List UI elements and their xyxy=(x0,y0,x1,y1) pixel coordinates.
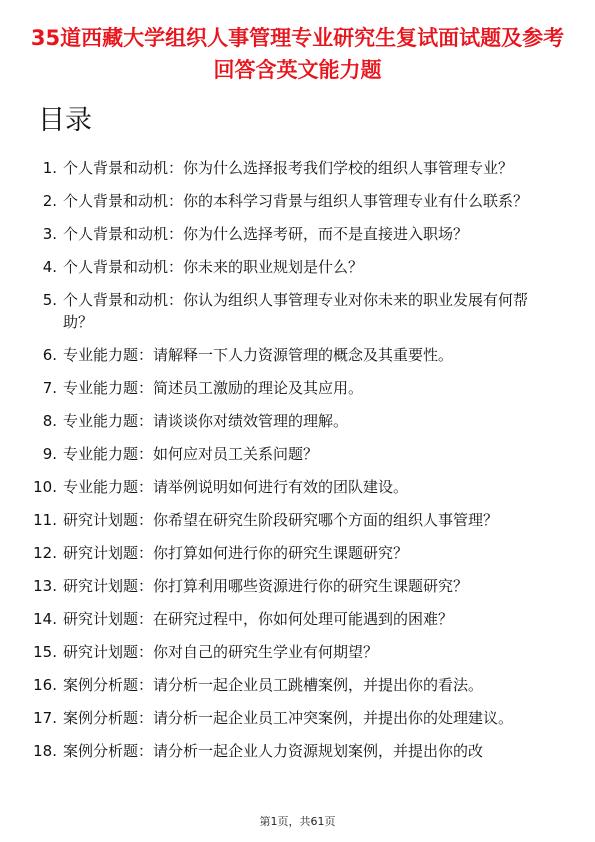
toc-item-text: 案例分析题：请分析一起企业员工冲突案例，并提出你的处理建议。 xyxy=(63,709,514,727)
toc-item-text: 专业能力题：如何应对员工关系问题？ xyxy=(63,445,319,463)
toc-list xyxy=(0,157,595,773)
toc-item-number: 4. xyxy=(42,258,57,276)
toc-item-number: 14. xyxy=(33,610,57,628)
toc-item[interactable] xyxy=(0,377,595,399)
toc-item-number: 10. xyxy=(33,478,57,496)
toc-item-text: 案例分析题：请分析一起企业人力资源规划案例，并提出你的改 xyxy=(63,742,484,760)
toc-item-text: 研究计划题：你打算利用哪些资源进行你的研究生课题研究？ xyxy=(63,577,469,595)
toc-item[interactable] xyxy=(0,674,595,696)
toc-item-text: 案例分析题：请分析一起企业员工跳槽案例，并提出你的看法。 xyxy=(63,676,484,694)
toc-item[interactable] xyxy=(0,608,595,630)
page-footer: 第1页，共61页 xyxy=(259,815,336,828)
toc-item-number: 16. xyxy=(33,676,57,694)
toc-item-number: 2. xyxy=(42,192,57,210)
toc-item-number: 18. xyxy=(33,742,57,760)
toc-item-number: 17. xyxy=(33,709,57,727)
toc-item-text: 研究计划题：你希望在研究生阶段研究哪个方面的组织人事管理？ xyxy=(63,511,499,529)
toc-item[interactable] xyxy=(0,223,595,245)
toc-item[interactable] xyxy=(0,707,595,729)
toc-item-number: 11. xyxy=(33,511,57,529)
toc-item-text: 个人背景和动机：你为什么选择报考我们学校的组织人事管理专业？ xyxy=(63,159,514,177)
toc-item[interactable] xyxy=(0,575,595,597)
toc-item[interactable] xyxy=(0,344,595,366)
toc-item-text: 研究计划题：在研究过程中，你如何处理可能遇到的困难？ xyxy=(63,610,454,628)
toc-item-text: 专业能力题：请举例说明如何进行有效的团队建设。 xyxy=(63,478,409,496)
toc-item-text: 个人背景和动机：你未来的职业规划是什么？ xyxy=(63,258,364,276)
toc-item-number: 8. xyxy=(42,412,57,430)
toc-item[interactable] xyxy=(0,476,595,498)
toc-item[interactable] xyxy=(0,410,595,432)
toc-item-text: 个人背景和动机：你的本科学习背景与组织人事管理专业有什么联系？ xyxy=(63,192,529,210)
toc-item-number: 1. xyxy=(42,159,57,177)
toc-item[interactable] xyxy=(0,641,595,663)
toc-item[interactable] xyxy=(0,256,595,278)
toc-item-text: 个人背景和动机：你认为组织人事管理专业对你未来的职业发展有何帮助？ xyxy=(63,291,529,331)
toc-item-text: 专业能力题：请解释一下人力资源管理的概念及其重要性。 xyxy=(63,346,454,364)
toc-item-number: 6. xyxy=(42,346,57,364)
toc-item-text: 专业能力题：请谈谈你对绩效管理的理解。 xyxy=(63,412,349,430)
document-title: 35道西藏大学组织人事管理专业研究生复试面试题及参考回答含英文能力题 xyxy=(30,26,565,82)
toc-item-text: 专业能力题：简述员工激励的理论及其应用。 xyxy=(63,379,364,397)
toc-item-number: 12. xyxy=(33,544,57,562)
toc-item-number: 7. xyxy=(42,379,57,397)
toc-item[interactable] xyxy=(0,443,595,465)
toc-item[interactable] xyxy=(0,740,595,762)
toc-item[interactable] xyxy=(0,542,595,564)
toc-item[interactable] xyxy=(0,157,595,179)
toc-item-number: 3. xyxy=(42,225,57,243)
toc-item-text: 研究计划题：你对自己的研究生学业有何期望？ xyxy=(63,643,379,661)
toc-item[interactable] xyxy=(0,289,595,333)
toc-item[interactable] xyxy=(0,190,595,212)
toc-item-number: 9. xyxy=(42,445,57,463)
toc-item-text: 个人背景和动机：你为什么选择考研，而不是直接进入职场？ xyxy=(63,225,469,243)
toc-item-number: 5. xyxy=(42,291,57,309)
toc-heading: 目录 xyxy=(38,105,92,136)
toc-item-number: 15. xyxy=(33,643,57,661)
toc-item[interactable] xyxy=(0,509,595,531)
toc-item-number: 13. xyxy=(33,577,57,595)
toc-item-text: 研究计划题：你打算如何进行你的研究生课题研究？ xyxy=(63,544,409,562)
